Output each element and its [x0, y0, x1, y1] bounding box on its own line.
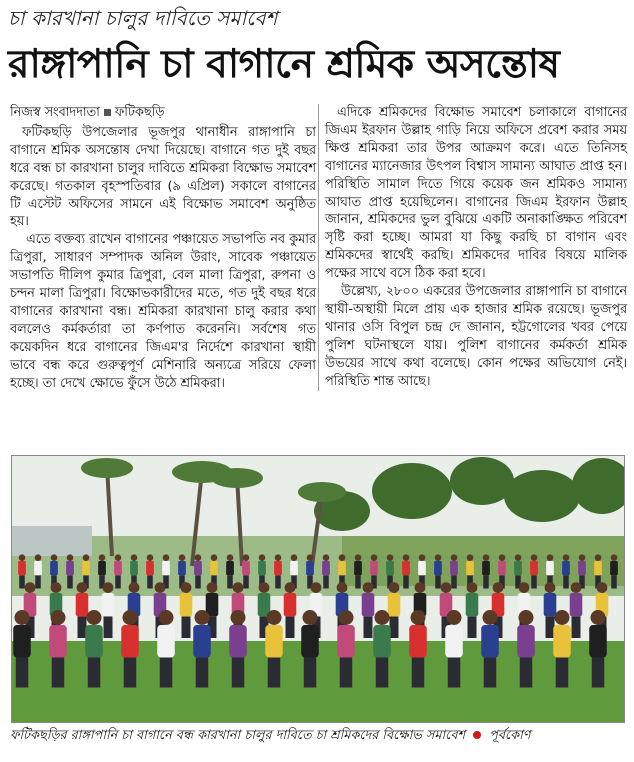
square-bullet-icon — [104, 109, 111, 116]
article-column-right — [318, 104, 627, 391]
protest-crowd-photo — [12, 456, 624, 722]
article-paragraph: এদিকে শ্রমিকদের বিক্ষোভ সমাবেশ চলাকালে বাগানের জিএম ইরফান উল্লাহ গাড়ি নিয়ে অফিসে প্রবেশ করার সময় ক্ষিপ্ত শ্রমিকরা তার উপর আক্রমণ করে। এতে তিনিসহ বাগানের ম্যানেজার উৎপল বিশ্বাস সামান্য আঘাত প্রাপ্ত হন। পরিস্থিতি সামাল দিতে গিয়ে কয়েক জন শ্রমিকও সামান্য আঘাত প্রাপ্ত হয়েছিলেন। বাগানের জিএম ইরফান উল্লাহ জানান, শ্রমিকদের ভুল বুঝিয়ে একটি অনাকাঙ্ক্ষিত পরিবেশ সৃষ্টি করা হচ্ছে। আমরা যা কিছু করছি চা বাগান এবং শ্রমিকদের স্বার্থেই করছি। শ্রমিকদের দাবির বিষয়ে মালিক পক্ষের সাথে বসে ঠিক করা হবে। — [325, 105, 627, 282]
caption-text: ফটিকছড়ির রাঙ্গাপানি চা বাগানে বন্ধ কারখানা চালুর দাবিতে চা শ্রমিকদের বিক্ষোভ সমাবেশ — [10, 728, 466, 743]
byline — [10, 104, 316, 122]
credit-dot-icon — [473, 731, 481, 739]
article-paragraph: ফটিকছড়ি উপজেলার ভূজপুর থানাধীন রাঙ্গাপানি চা বাগানে শ্রমিক অসন্তোষ দেখা দিয়েছে। বাগানে গত দুই বছর ধরে বন্ধ চা কারখানা চালুর দাবিতে শ্রমিকরা বিক্ষোভ সমাবেশ করেছে। গতকাল বৃহস্পতিবার (৯ এপ্রিল) সকালে বাগানের টি এস্টেট অফিসের সামনে এই বিক্ষোভ সমাবেশ অনুষ্ঠিত হয়। — [10, 124, 316, 230]
byline-reporter: নিজস্ব সংবাদদাতা — [10, 105, 100, 120]
article-paragraph: উল্লেখ্য, ২৮০০ একরের উপজেলার রাঙ্গাপানি চা বাগানে স্থায়ী-অস্থায়ী মিলে প্রায় এক হাজার শ্রমিক রয়েছে। ভূজপুর থানার ওসি বিপুল চন্দ্র দে জানান, হট্টগোলের খবর পেয়ে পুলিশ ঘটনাস্থলে যায়। পুলিশ বাগানের কর্মকর্তা শ্রমিক উভয়ের সাথে কথা বলেছে। কোন পক্ষের অভিযোগ নেই। পরিস্থিতি শান্ত আছে। — [325, 284, 627, 389]
photo-credit: পূর্বকোণ — [489, 728, 531, 743]
article-column-left — [10, 104, 316, 393]
byline-location: ফটিকছড়ি — [114, 105, 165, 120]
article-paragraph: এতে বক্তব্য রাখেন বাগানের পঞ্চায়েত সভাপতি নব কুমার ত্রিপুরা, সাধারণ সম্পাদক অনিল উরাং, সাবেক পঞ্চায়েত সভাপতি দীলিপ কুমার ত্রিপুরা, বেল মালা ত্রিপুরা, রুপনা ও চন্দন মালা ত্রিপুরা। বিক্ষোভকারীদের মতে, গত দুই বছর ধরে বাগানের কারখানা বন্ধ। শ্রমিকরা কারখানা চালু করার কথা বললেও কর্মকর্তারা তা কর্ণপাত করেননি। সর্বশেষ গত কয়েকদিন ধরে বাগানের জিএম'র নির্দেশে কারখানা স্থায়ী ভাবে বন্ধ করে গুরুত্বপূর্ণ মেশিনারি অন্যত্রে সরিয়ে ফেলা হচ্ছে। তা দেখে ক্ষোভে ফুঁসে উঠে শ্রমিকরা। — [10, 232, 316, 391]
news-photo — [11, 455, 625, 723]
headline: রাঙ্গাপানি চা বাগানে শ্রমিক অসন্তোষ — [8, 42, 560, 87]
photo-caption — [10, 726, 626, 746]
kicker: চা কারখানা চালুর দাবিতে সমাবেশ — [8, 6, 278, 30]
